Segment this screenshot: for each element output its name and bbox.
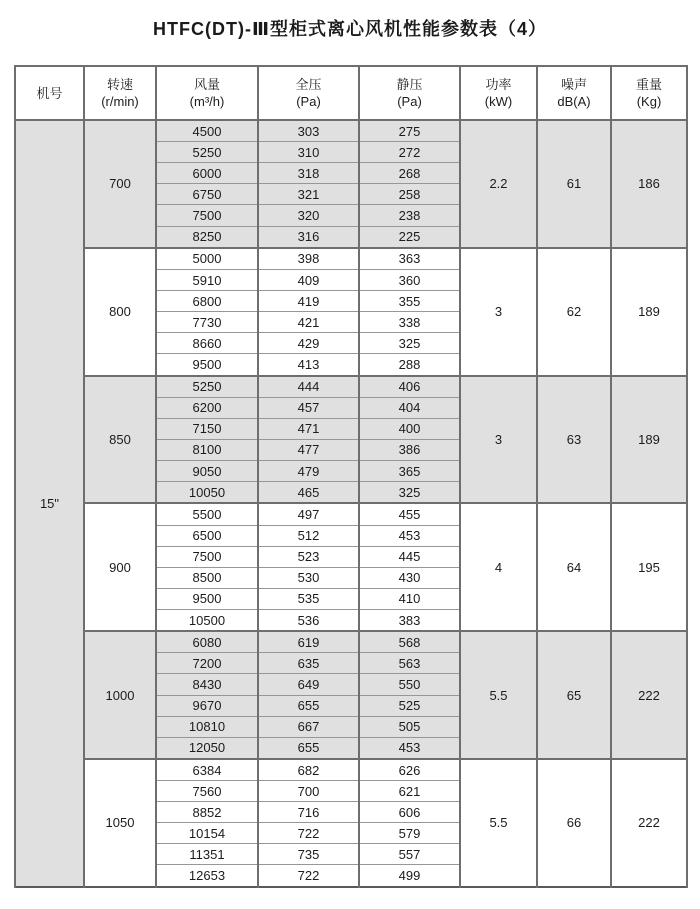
airflow-cell: 6200	[156, 397, 258, 418]
speed-cell: 1050	[84, 759, 156, 887]
column-header-power	[460, 66, 537, 120]
machine-no-cell: 15"	[15, 120, 84, 887]
total-pressure-cell: 619	[258, 631, 359, 653]
speed-cell: 1000	[84, 631, 156, 759]
header-line2: (Kg)	[636, 94, 662, 109]
total-pressure-cell: 667	[258, 716, 359, 737]
header-line1: 机号	[36, 85, 63, 101]
spec-row	[15, 248, 687, 270]
static-pressure-cell: 238	[359, 205, 460, 226]
total-pressure-cell: 320	[258, 205, 359, 226]
static-pressure-cell: 563	[359, 653, 460, 674]
total-pressure-cell: 310	[258, 142, 359, 163]
airflow-cell: 6384	[156, 759, 258, 781]
weight-cell: 189	[611, 376, 687, 504]
static-pressure-cell: 363	[359, 248, 460, 270]
airflow-cell: 10500	[156, 609, 258, 631]
noise-cell: 64	[537, 503, 611, 631]
table-body	[15, 120, 687, 887]
airflow-cell: 8100	[156, 439, 258, 460]
airflow-cell: 9500	[156, 588, 258, 609]
weight-cell: 222	[611, 759, 687, 887]
static-pressure-cell: 455	[359, 503, 460, 525]
header-line2: dB(A)	[557, 94, 591, 109]
column-header-airflow	[156, 66, 258, 120]
header-line2: (m³/h)	[189, 94, 225, 109]
static-pressure-cell: 445	[359, 546, 460, 567]
speed-cell: 800	[84, 248, 156, 376]
total-pressure-cell: 429	[258, 333, 359, 354]
total-pressure-cell: 722	[258, 865, 359, 887]
static-pressure-cell: 365	[359, 461, 460, 482]
header-line1: 功率	[485, 77, 512, 92]
header-line2: (Pa)	[397, 94, 422, 109]
weight-cell: 195	[611, 503, 687, 631]
total-pressure-cell: 716	[258, 802, 359, 823]
static-pressure-cell: 258	[359, 184, 460, 205]
fan-spec-table	[14, 65, 688, 888]
total-pressure-cell: 735	[258, 844, 359, 865]
airflow-cell: 9670	[156, 695, 258, 716]
static-pressure-cell: 453	[359, 525, 460, 546]
total-pressure-cell: 536	[258, 609, 359, 631]
airflow-cell: 9050	[156, 461, 258, 482]
total-pressure-cell: 457	[258, 397, 359, 418]
total-pressure-cell: 512	[258, 525, 359, 546]
total-pressure-cell: 398	[258, 248, 359, 270]
header-line1: 风量	[193, 77, 220, 92]
total-pressure-cell: 700	[258, 781, 359, 802]
table-header	[15, 66, 687, 120]
airflow-cell: 5500	[156, 503, 258, 525]
header-line1: 重量	[635, 77, 662, 92]
speed-cell: 850	[84, 376, 156, 504]
static-pressure-cell: 579	[359, 823, 460, 844]
page-title: HTFC(DT)-Ⅲ型柜式离心风机性能参数表（4）	[153, 19, 547, 39]
spec-row	[15, 376, 687, 398]
total-pressure-cell: 535	[258, 588, 359, 609]
noise-cell: 62	[537, 248, 611, 376]
airflow-cell: 6080	[156, 631, 258, 653]
static-pressure-cell: 430	[359, 567, 460, 588]
airflow-cell: 10154	[156, 823, 258, 844]
total-pressure-cell: 465	[258, 482, 359, 504]
airflow-cell: 9500	[156, 354, 258, 376]
total-pressure-cell: 303	[258, 120, 359, 142]
spec-row	[15, 631, 687, 653]
static-pressure-cell: 606	[359, 802, 460, 823]
static-pressure-cell: 325	[359, 482, 460, 504]
column-header-speed	[84, 66, 156, 120]
airflow-cell: 7500	[156, 205, 258, 226]
airflow-cell: 8430	[156, 674, 258, 695]
spec-row	[15, 759, 687, 781]
static-pressure-cell: 557	[359, 844, 460, 865]
airflow-cell: 7560	[156, 781, 258, 802]
static-pressure-cell: 268	[359, 163, 460, 184]
total-pressure-cell: 321	[258, 184, 359, 205]
header-line1: 噪声	[560, 77, 587, 92]
static-pressure-cell: 626	[359, 759, 460, 781]
noise-cell: 61	[537, 120, 611, 248]
airflow-cell: 5250	[156, 142, 258, 163]
column-header-noise	[537, 66, 611, 120]
total-pressure-cell: 471	[258, 418, 359, 439]
power-cell: 5.5	[460, 759, 537, 887]
column-header-total-pressure	[258, 66, 359, 120]
header-line2: (Pa)	[296, 94, 321, 109]
total-pressure-cell: 421	[258, 312, 359, 333]
airflow-cell: 5910	[156, 270, 258, 291]
static-pressure-cell: 275	[359, 120, 460, 142]
airflow-cell: 5250	[156, 376, 258, 398]
static-pressure-cell: 338	[359, 312, 460, 333]
static-pressure-cell: 406	[359, 376, 460, 398]
static-pressure-cell: 383	[359, 609, 460, 631]
column-header-machine-no	[15, 66, 84, 120]
static-pressure-cell: 404	[359, 397, 460, 418]
power-cell: 4	[460, 503, 537, 631]
airflow-cell: 6000	[156, 163, 258, 184]
airflow-cell: 5000	[156, 248, 258, 270]
static-pressure-cell: 525	[359, 695, 460, 716]
airflow-cell: 4500	[156, 120, 258, 142]
total-pressure-cell: 419	[258, 291, 359, 312]
total-pressure-cell: 316	[258, 226, 359, 248]
static-pressure-cell: 288	[359, 354, 460, 376]
static-pressure-cell: 505	[359, 716, 460, 737]
spec-row	[15, 503, 687, 525]
spec-row	[15, 120, 687, 142]
airflow-cell: 6750	[156, 184, 258, 205]
total-pressure-cell: 655	[258, 695, 359, 716]
speed-cell: 700	[84, 120, 156, 248]
speed-cell: 900	[84, 503, 156, 631]
static-pressure-cell: 400	[359, 418, 460, 439]
static-pressure-cell: 568	[359, 631, 460, 653]
noise-cell: 65	[537, 631, 611, 759]
header-line1: 转速	[106, 77, 133, 92]
header-line2: (r/min)	[101, 94, 139, 109]
header-line1: 全压	[295, 77, 322, 92]
static-pressure-cell: 325	[359, 333, 460, 354]
total-pressure-cell: 477	[258, 439, 359, 460]
static-pressure-cell: 360	[359, 270, 460, 291]
header-line1: 静压	[396, 77, 423, 92]
airflow-cell: 10050	[156, 482, 258, 504]
static-pressure-cell: 621	[359, 781, 460, 802]
total-pressure-cell: 682	[258, 759, 359, 781]
power-cell: 5.5	[460, 631, 537, 759]
static-pressure-cell: 453	[359, 737, 460, 759]
weight-cell: 186	[611, 120, 687, 248]
airflow-cell: 8250	[156, 226, 258, 248]
static-pressure-cell: 410	[359, 588, 460, 609]
power-cell: 3	[460, 248, 537, 376]
total-pressure-cell: 409	[258, 270, 359, 291]
column-header-weight	[611, 66, 687, 120]
static-pressure-cell: 225	[359, 226, 460, 248]
noise-cell: 66	[537, 759, 611, 887]
total-pressure-cell: 444	[258, 376, 359, 398]
header-row	[15, 66, 687, 120]
static-pressure-cell: 386	[359, 439, 460, 460]
column-header-static-pressure	[359, 66, 460, 120]
total-pressure-cell: 635	[258, 653, 359, 674]
total-pressure-cell: 479	[258, 461, 359, 482]
airflow-cell: 7500	[156, 546, 258, 567]
weight-cell: 222	[611, 631, 687, 759]
airflow-cell: 8852	[156, 802, 258, 823]
header-line2: (kW)	[484, 94, 513, 109]
airflow-cell: 7200	[156, 653, 258, 674]
static-pressure-cell: 499	[359, 865, 460, 887]
static-pressure-cell: 550	[359, 674, 460, 695]
total-pressure-cell: 722	[258, 823, 359, 844]
airflow-cell: 8500	[156, 567, 258, 588]
total-pressure-cell: 655	[258, 737, 359, 759]
airflow-cell: 12050	[156, 737, 258, 759]
airflow-cell: 6800	[156, 291, 258, 312]
airflow-cell: 8660	[156, 333, 258, 354]
static-pressure-cell: 355	[359, 291, 460, 312]
total-pressure-cell: 413	[258, 354, 359, 376]
total-pressure-cell: 649	[258, 674, 359, 695]
static-pressure-cell: 272	[359, 142, 460, 163]
airflow-cell: 10810	[156, 716, 258, 737]
power-cell: 3	[460, 376, 537, 504]
total-pressure-cell: 530	[258, 567, 359, 588]
airflow-cell: 12653	[156, 865, 258, 887]
total-pressure-cell: 523	[258, 546, 359, 567]
total-pressure-cell: 497	[258, 503, 359, 525]
airflow-cell: 7730	[156, 312, 258, 333]
airflow-cell: 11351	[156, 844, 258, 865]
airflow-cell: 6500	[156, 525, 258, 546]
total-pressure-cell: 318	[258, 163, 359, 184]
airflow-cell: 7150	[156, 418, 258, 439]
weight-cell: 189	[611, 248, 687, 376]
noise-cell: 63	[537, 376, 611, 504]
power-cell: 2.2	[460, 120, 537, 248]
